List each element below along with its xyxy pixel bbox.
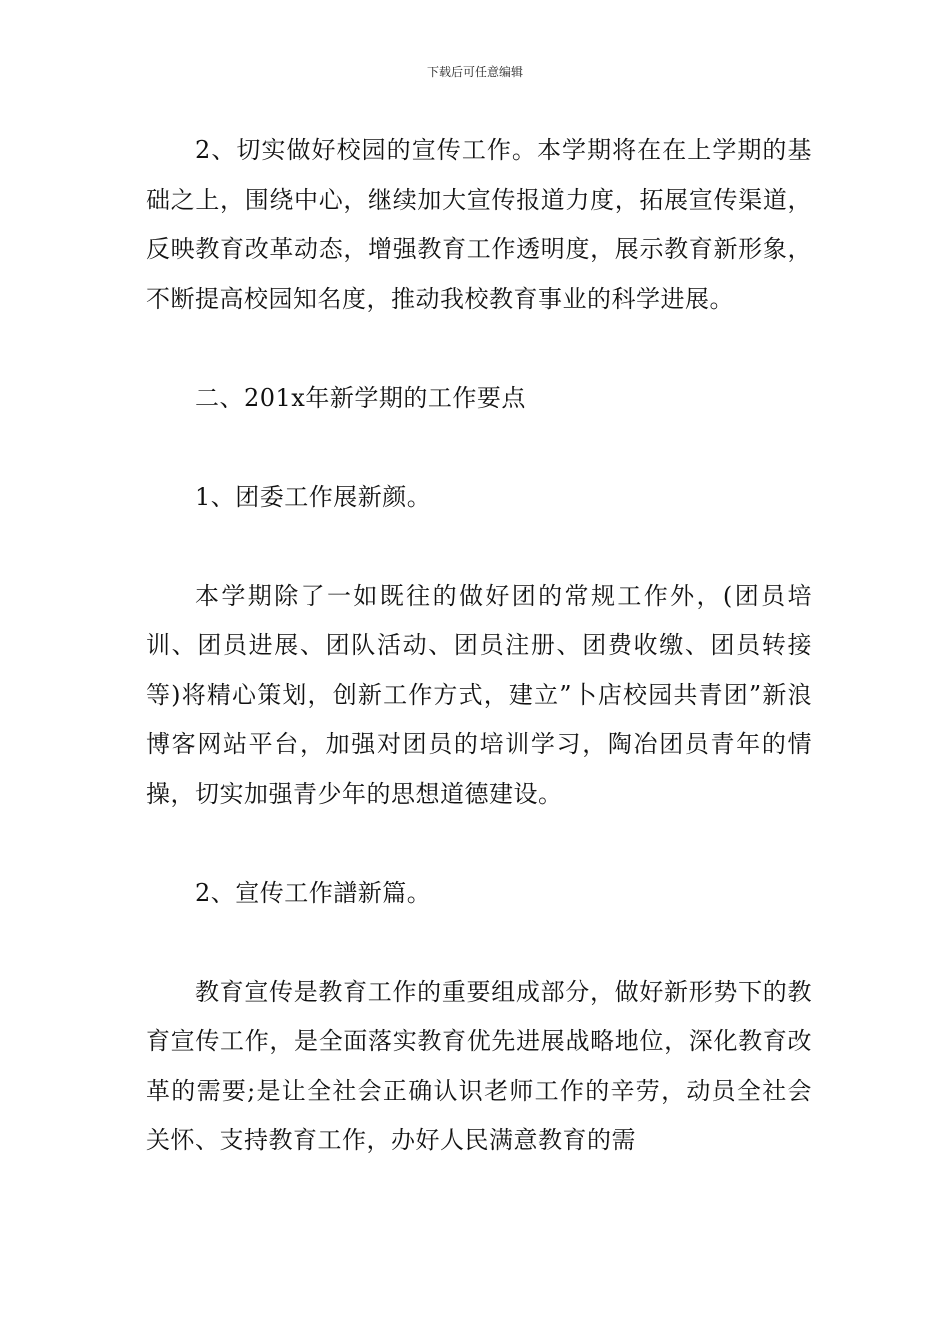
- paragraph-gap: [146, 918, 812, 968]
- paragraph-league-work: 本学期除了一如既往的做好团的常规工作外，(团员培训、团员进展、团队活动、团员注册、团费收缴、团员转接等)将精心策划，创新工作方式，建立”卜店校园共青团”新浪博客网站平台，加强对团员的培训学习，陶冶团员青年的情操，切实加强青少年的思想道德建设。: [146, 581, 812, 808]
- paragraph-gap: [146, 324, 812, 374]
- paragraph-education-publicity: 教育宣传是教育工作的重要组成部分，做好新形势下的教育宣传工作，是全面落实教育优先进展战略地位，深化教育改革的需要;是让全社会正确认识老师工作的辛劳，动员全社会关怀、支持教育工作，办好人民满意教育的需: [146, 977, 812, 1154]
- page-header: 下载后可任意编辑: [426, 65, 523, 79]
- paragraph-publicity-work: 2、切实做好校园的宣传工作。本学期将在在上学期的基础之上，围绕中心，继续加大宣传报道力度，拓展宣传渠道，反映教育改革动态，增强教育工作透明度，展示教育新形象，不断提高校园知名度，推动我校教育事业的科学进展。: [146, 136, 812, 313]
- section-heading-work-points: 二、201x年新学期的工作要点: [195, 383, 526, 412]
- paragraph-gap: [146, 522, 812, 572]
- subheading-league-committee: 1、团委工作展新颜。: [195, 482, 432, 511]
- document-body: [146, 126, 812, 1166]
- paragraph-gap: [146, 819, 812, 869]
- subheading-publicity: 2、宣传工作譜新篇。: [195, 878, 432, 907]
- paragraph-gap: [146, 423, 812, 473]
